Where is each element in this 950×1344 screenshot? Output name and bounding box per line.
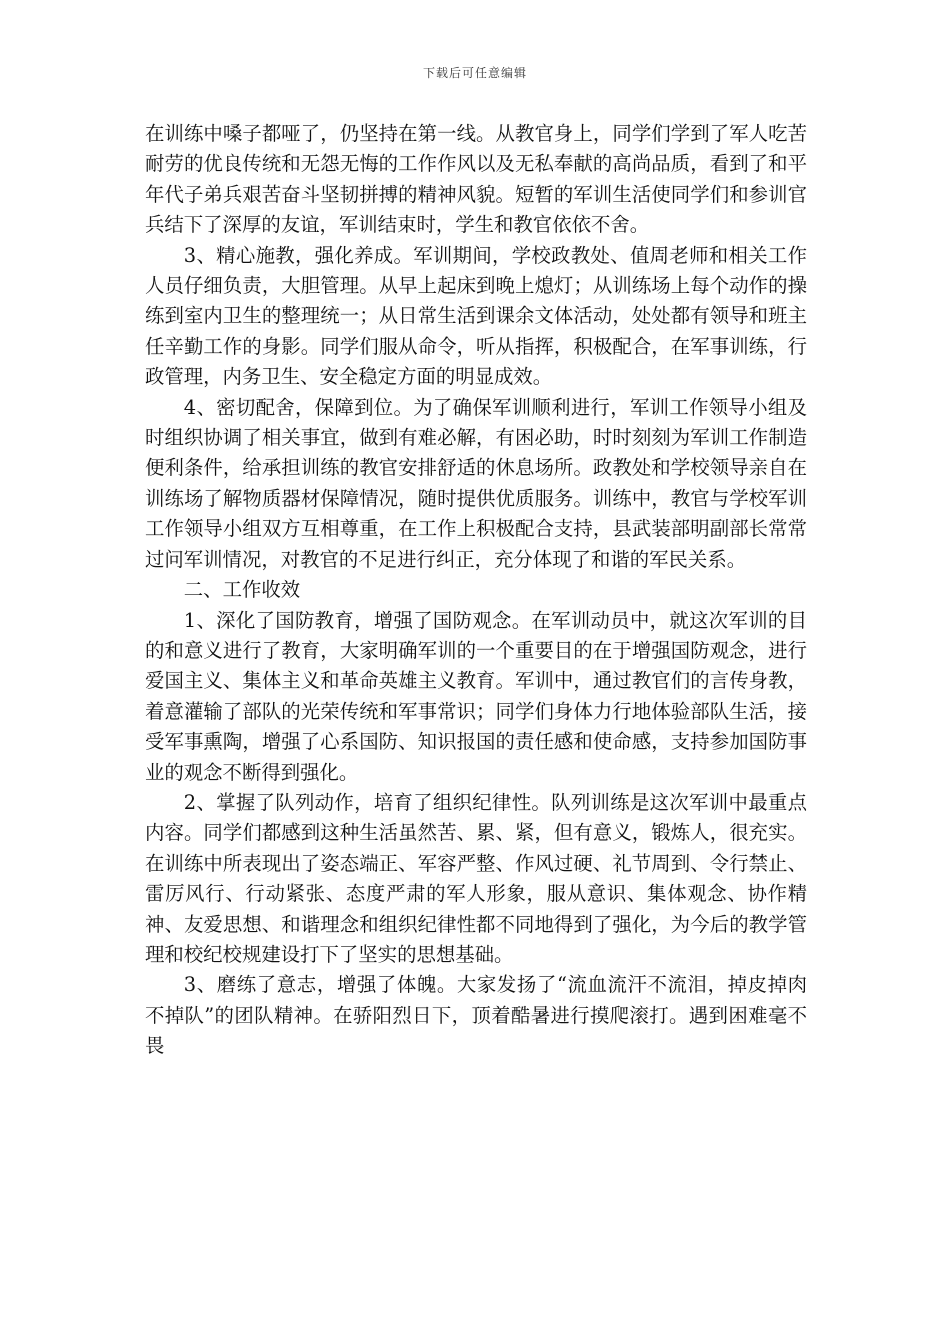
paragraph-result-3-willpower: 3、磨练了意志，增强了体魄。大家发扬了“流血流汗不流泪，掉皮掉肉不掉队”的团队精神。在骄阳烈日下，顶着酷暑进行摸爬滚打。遇到困难毫不畏 xyxy=(145,973,807,1058)
section-heading-work-results: 二、工作收效 xyxy=(183,578,301,602)
document-body xyxy=(145,119,807,1062)
paragraph-result-2-discipline: 2、掌握了队列动作，培育了组织纪律性。队列训练是这次军训中最重点内容。同学们都感到这种生活虽然苦、累、紧，但有意义，锻炼人，很充实。在训练中所表现出了姿态端正、军容严整、作风过硬、礼节周到、令行禁止、雷厉风行、行动紧张、态度严肃的军人形象，服从意识、集体观念、协作精神、友爱思想、和谐理念和组织纪律性都不同地得到了强化，为今后的教学管理和校纪校规建设打下了坚实的思想基础。 xyxy=(145,790,807,966)
paragraph-point-4-coordination: 4、密切配舍，保障到位。为了确保军训顺利进行，军训工作领导小组及时组织协调了相关事宜，做到有难必解，有困必助，时时刻刻为军训工作制造便利条件，给承担训练的教官安排舒适的休息场所。政教处和学校领导亲自在训练场了解物质器材保障情况，随时提供优质服务。训练中，教官与学校军训工作领导小组双方互相尊重，在工作上积极配合支持，县武装部明副部长常常过问军训情况，对教官的不足进行纠正，充分体现了和谐的军民关系。 xyxy=(145,395,807,571)
paragraph-point-3-teaching: 3、精心施教，强化养成。军训期间，学校政教处、值周老师和相关工作人员仔细负责，大胆管理。从早上起床到晚上熄灯；从训练场上每个动作的操练到室内卫生的整理统一；从日常生活到课余文体活动，处处都有领导和班主任辛勤工作的身影。同学们服从命令，听从指挥，积极配合，在军事训练，行政管理，内务卫生、安全稳定方面的明显成效。 xyxy=(145,243,807,389)
paragraph-result-1-defense-education: 1、深化了国防教育，增强了国防观念。在军训动员中，就这次军训的目的和意义进行了教育，大家明确军训的一个重要目的在于增强国防观念，进行爱国主义、集体主义和革命英雄主义教育。军训中，通过教官们的言传身教，着意灌输了部队的光荣传统和军事常识；同学们身体力行地体验部队生活，接受军事熏陶，增强了心系国防、知识报国的责任感和使命感，支持参加国防事业的观念不断得到强化。 xyxy=(145,608,807,784)
header-note: 下载后可任意编辑 xyxy=(422,66,527,80)
paragraph-continuation: 在训练中嗓子都哑了，仍坚持在第一线。从教官身上，同学们学到了军人吃苦耐劳的优良传统和无怨无悔的工作作风以及无私奉献的高尚品质，看到了和平年代子弟兵艰苦奋斗坚韧拼搏的精神风貌。短暂的军训生活使同学们和参训官兵结下了深厚的友谊，军训结束时，学生和教官依依不舍。 xyxy=(145,122,807,237)
